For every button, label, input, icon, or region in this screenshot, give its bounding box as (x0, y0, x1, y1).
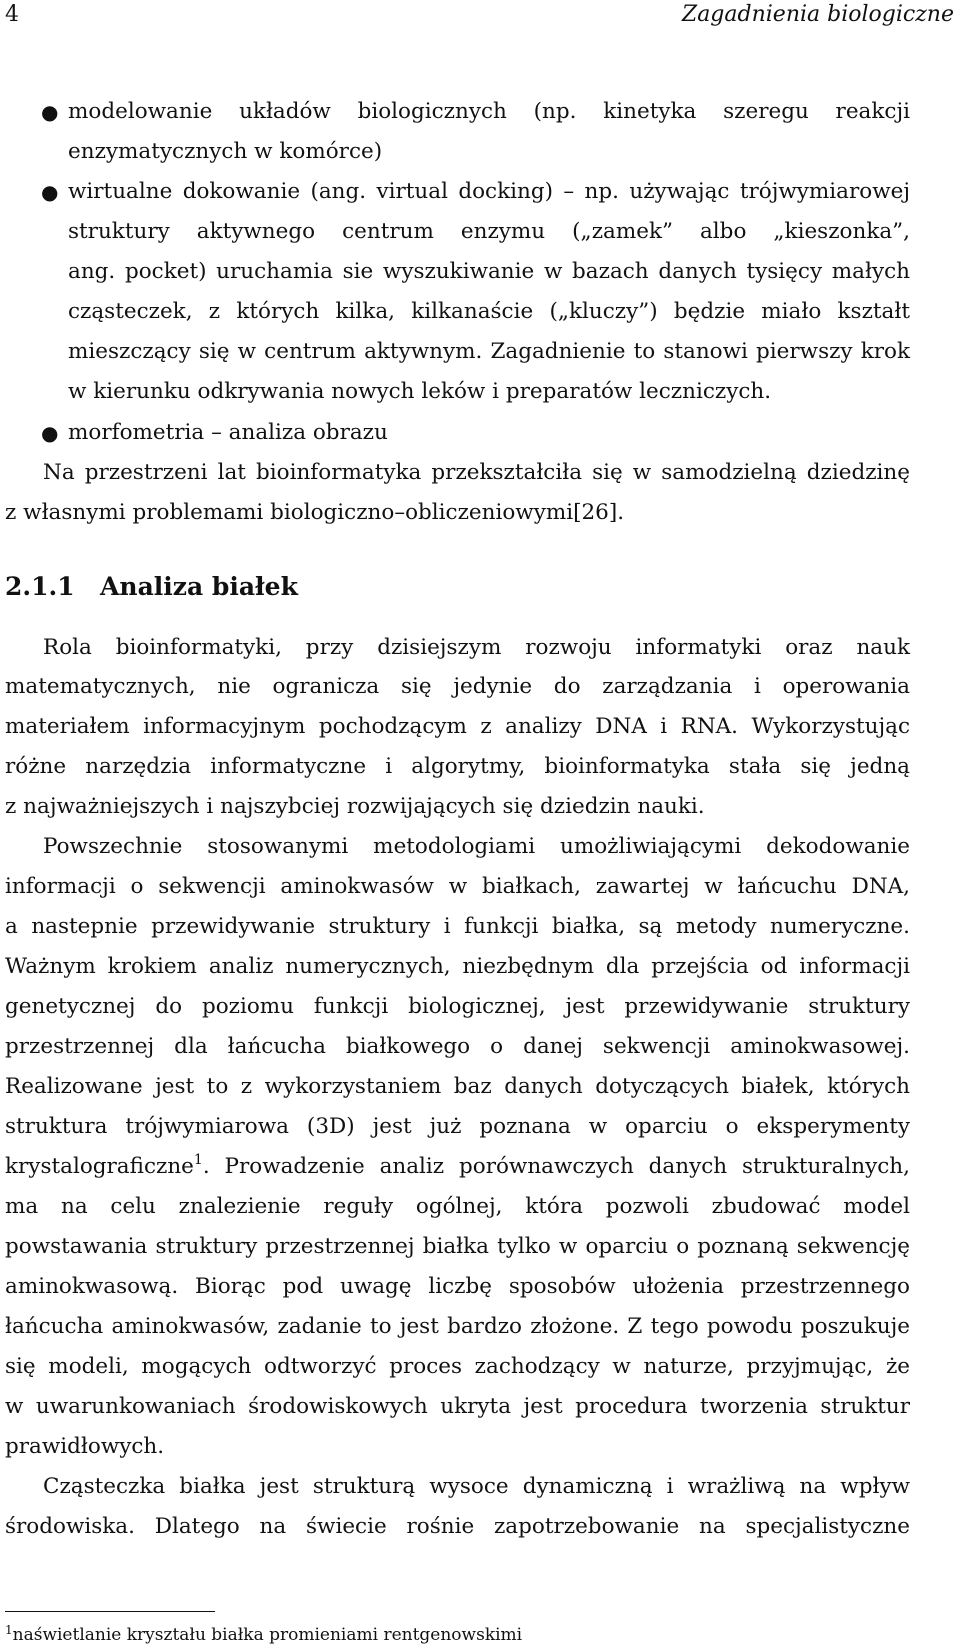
paragraph-line: przestrzennej dla łańcucha białkowego o danej sekwencji aminokwasowej. (5, 1034, 910, 1059)
bullet-dot-icon: ● (41, 100, 59, 124)
bullet-dot-icon: ● (41, 180, 59, 204)
section-number: 2.1.1 (5, 572, 75, 601)
running-title: Zagadnienia biologiczne (681, 2, 954, 27)
paragraph-line: ma na celu znalezienie reguły ogólnej, która pozwoli zbudować model (5, 1194, 910, 1219)
footnote-reference[interactable]: 1 (193, 1152, 203, 1168)
paragraph-line: powstawania struktury przestrzennej białka tylko w oparciu o poznaną sekwencję (5, 1234, 910, 1259)
bullet-dot-icon: ● (41, 421, 59, 445)
paragraph-line: z najważniejszych i najszybciej rozwijających się dziedzin nauki. (5, 794, 705, 819)
bullet-line: mieszczący się w centrum aktywnym. Zagadnienie to stanowi pierwszy krok (68, 339, 910, 364)
paragraph-line: aminokwasową. Biorąc pod uwagę liczbę sposobów ułożenia przestrzennego (5, 1274, 910, 1299)
paragraph-line-with-footnote (5, 1153, 910, 1181)
paragraph-line: struktura trójwymiarowa (3D) jest już poznana w oparciu o eksperymenty (5, 1114, 910, 1139)
paragraph-line: Rola bioinformatyki, przy dzisiejszym rozwoju informatyki oraz nauk (43, 635, 910, 660)
bullet-line: modelowanie układów biologicznych (np. kinetyka szeregu reakcji (68, 99, 910, 124)
paragraph-line: a nastepnie przewidywanie struktury i funkcji białka, są metody numeryczne. (5, 914, 910, 939)
bullet-line: enzymatycznych w komórce) (68, 139, 383, 164)
paragraph-line: Na przestrzeni lat bioinformatyka przekształciła się w samodzielną dziedzinę (43, 460, 910, 485)
paragraph-line: środowiska. Dlatego na świecie rośnie zapotrzebowanie na specjalistyczne (5, 1514, 910, 1539)
section-title: Analiza białek (100, 572, 298, 601)
bullet-line: struktury aktywnego centrum enzymu („zamek” albo „kieszonka”, (68, 219, 910, 244)
paragraph-line: łańcucha aminokwasów, zadanie to jest bardzo złożone. Z tego powodu poszukuje (5, 1314, 910, 1339)
section-heading (5, 572, 298, 601)
bullet-line: w kierunku odkrywania nowych leków i preparatów leczniczych. (68, 379, 772, 404)
paragraph-line: prawidłowych. (5, 1434, 165, 1459)
text-fragment: krystalograficzne (5, 1154, 194, 1179)
paragraph-line: genetycznej do poziomu funkcji biologicznej, jest przewidywanie struktury (5, 994, 910, 1019)
bullet-line: ang. pocket) uruchamia sie wyszukiwanie w bazach danych tysięcy małych (68, 259, 910, 284)
paragraph-line: się modeli, mogących odtworzyć proces zachodzący w naturze, przyjmując, że (5, 1354, 910, 1379)
paragraph-line: różne narzędzia informatyczne i algorytmy, bioinformatyka stała się jedną (5, 754, 910, 779)
footnote-mark: 1 (5, 1623, 13, 1637)
bullet-line: wirtualne dokowanie (ang. virtual docking) – np. używając trójwymiarowej (68, 179, 910, 204)
paragraph-line: Powszechnie stosowanymi metodologiami umożliwiającymi dekodowanie (43, 834, 910, 859)
page-number: 4 (5, 2, 19, 27)
footnote (5, 1617, 522, 1648)
footnote-rule (5, 1611, 215, 1612)
paragraph-line: materiałem informacyjnym pochodzącym z analizy DNA i RNA. Wykorzystując (5, 714, 910, 739)
bullet-line: morfometria – analiza obrazu (68, 420, 388, 445)
paragraph-line: informacji o sekwencji aminokwasów w białkach, zawartej w łańcuchu DNA, (5, 874, 910, 899)
paragraph-line: Realizowane jest to z wykorzystaniem baz danych dotyczących białek, których (5, 1074, 910, 1099)
text-fragment: . Prowadzenie analiz porównawczych danych strukturalnych, (202, 1154, 910, 1179)
paragraph-line: w uwarunkowaniach środowiskowych ukryta jest procedura tworzenia struktur (5, 1394, 910, 1419)
paragraph-line: Cząsteczka białka jest strukturą wysoce dynamiczną i wrażliwą na wpływ (43, 1474, 910, 1499)
paragraph-line: z własnymi problemami biologiczno–obliczeniowymi[26]. (5, 500, 625, 525)
bullet-line: cząsteczek, z których kilka, kilkanaście („kluczy”) będzie miało kształt (68, 299, 910, 324)
paragraph-line: matematycznych, nie ogranicza się jedynie do zarządzania i operowania (5, 674, 910, 699)
footnote-text: naświetlanie kryształu białka promieniami rentgenowskimi (12, 1625, 523, 1645)
paragraph-line: Ważnym krokiem analiz numerycznych, niezbędnym dla przejścia od informacji (5, 954, 910, 979)
